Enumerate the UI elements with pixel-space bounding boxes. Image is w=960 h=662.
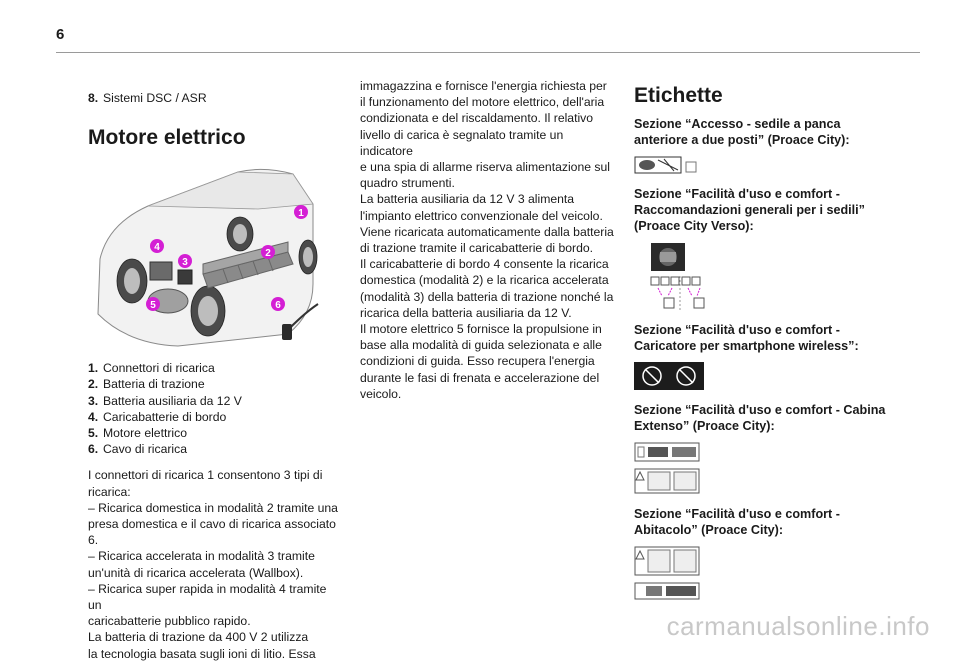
- label-icons: [634, 156, 909, 174]
- list-item: 5. Motore elettrico: [88, 426, 187, 441]
- component-list: [88, 360, 343, 457]
- watermark: carmanualsonline.info: [666, 611, 930, 641]
- column-3: [634, 84, 909, 600]
- charging-paragraph: I connettori di ricarica 1 consentono 3 tipi di ricarica: – Ricarica domestica in modalità 2 tramite una presa domestica e il cavo di ricarica associato 6. – Ricarica accelerata in modalità 3 tramite un'unità di ricarica accelerata (Wallbox). – Ricarica super rapida in modalità 4 tramite un caricabatterie pubblico rapido. La batteria di trazione da 400 V 2 utilizza la tecnologia basata sugli ioni di litio. Essa: [88, 468, 338, 661]
- electric-motor-illustration: [88, 164, 318, 354]
- svg-text:3: 3: [182, 257, 188, 269]
- figure-label-1: [294, 205, 308, 219]
- label-icons: [634, 362, 909, 390]
- header-rule: [56, 52, 920, 53]
- label-section-title: Sezione “Accesso - sedile a panca anteriore a due posti” (Proace City):: [634, 117, 850, 147]
- svg-text:6: 6: [275, 300, 281, 312]
- figure-label-3: [178, 254, 192, 268]
- seat-airbag-label-icon: [634, 156, 700, 174]
- cabin-icon-1: [634, 546, 700, 576]
- label-section-title: Sezione “Facilità d'uso e comfort - Abitacolo” (Proace City):: [634, 507, 840, 537]
- svg-text:1: 1: [298, 208, 304, 220]
- seat-recommendation-icon: [650, 242, 686, 272]
- svg-text:4: 4: [154, 242, 160, 254]
- figure-label-2: [261, 245, 275, 259]
- page-number: 6: [56, 26, 65, 43]
- label-section-title: Sezione “Facilità d'uso e comfort - Cabina Extenso” (Proace City):: [634, 403, 886, 433]
- figure-label-4: [150, 239, 164, 253]
- list-item: 2. Batteria di trazione: [88, 377, 205, 392]
- section-heading-motore: Motore elettrico: [88, 126, 246, 150]
- list-number: 8.: [88, 91, 99, 105]
- label-icons: [634, 242, 909, 310]
- svg-text:2: 2: [265, 248, 271, 260]
- section-heading-etichette: Etichette: [634, 84, 723, 107]
- list-text: Sistemi DSC / ASR: [103, 91, 207, 105]
- list-item: 1. Connettori di ricarica: [88, 361, 215, 376]
- label-icons: [634, 546, 909, 600]
- label-section-title: Sezione “Facilità d'uso e comfort - Caricatore per smartphone wireless”:: [634, 323, 859, 353]
- svg-text:5: 5: [150, 300, 156, 312]
- column-2: immagazzina e fornisce l'energia richiesta per il funzionamento del motore elettrico, dell'aria condizionata e del riscaldamento. Il relativo livello di carica è segnalato tramite un indicatore e una spia di allarme riserva alimentazione sul quadro strumenti. La batteria ausiliaria da 12 V 3 alimenta l'impianto elettrico convenzionale del veicolo. Viene ricaricata automaticamente dalla batteria di trazione tramite il caricabatterie di bordo. Il caricabatterie di bordo 4 consente la ricarica domestica (modalità 2) e la ricarica accelerata (modalità 3) della batteria di trazione nonché la ricarica della batteria ausiliaria da 12 V. Il motore elettrico 5 fornisce la propulsione in base alla modalità di guida selezionata e alle condizioni di guida. Esso recupera l'energia durante le fasi di frenata e accelerazione del veicolo.: [360, 79, 614, 401]
- label-section-title: Sezione “Facilità d'uso e comfort - Raccomandazioni generali per i sedili” (Proace City Verso):: [634, 187, 865, 233]
- cabin-extenso-icon-1: [634, 442, 700, 462]
- label-icons: [634, 442, 909, 494]
- wireless-charger-icon: [634, 362, 704, 390]
- list-item: 6. Cavo di ricarica: [88, 442, 187, 457]
- column-1: [88, 90, 343, 662]
- cabin-extenso-icon-2: [634, 468, 700, 494]
- list-item: [88, 90, 343, 106]
- cabin-icon-2: [634, 582, 700, 600]
- seat-layout-icon: [650, 276, 710, 310]
- list-item: 4. Caricabatterie di bordo: [88, 409, 227, 424]
- figure-label-6: [271, 297, 285, 311]
- figure-label-5: [146, 297, 160, 311]
- list-item: 3. Batteria ausiliaria da 12 V: [88, 393, 242, 408]
